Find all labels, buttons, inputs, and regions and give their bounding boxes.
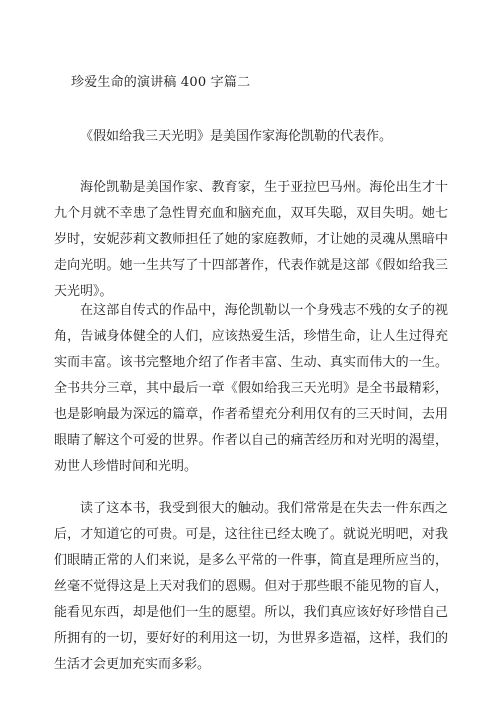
paragraph-biography: 海伦凯勒是美国作家、教育家，生于亚拉巴马州。海伦出生才十九个月就不幸患了急性胃充血和脑充血，双耳失聪，双目失明。她七岁时，安妮莎莉文教师担任了她的家庭教师，才让她的灵魂从黑暗中走向光明。她一生共写了十四部著作，代表作就是这部《假如给我三天光明》。 bbox=[54, 180, 448, 299]
paragraph-intro: 《假如给我三天光明》是美国作家海伦凯勒的代表作。 bbox=[80, 129, 393, 144]
paragraph-book-summary: 在这部自传式的作品中，海伦凯勒以一个身残志不残的女子的视角，告诫身体健全的人们，应该热爱生活，珍惜生命，让人生过得充实而丰富。该书完整地介绍了作者丰富、生动、真实而伟大的一生。全书共分三章，其中最后一章《假如给我三天光明》是全书最精彩，也是影响最为深远的篇章，作者希望充分利用仅有的三天时间，去用眼睛了解这个可爱的世界。作者以自己的痛苦经历和对光明的渴望，劝世人珍惜时间和光明。 bbox=[54, 303, 448, 474]
paragraph-reflection: 读了这本书，我受到很大的触动。我们常常是在失去一件东西之后，才知道它的可贵。可是，这往往已经太晚了。就说光明吧，对我们眼睛正常的人们来说，是多么平常的一件事，简直是理所应当的，丝毫不觉得这是上天对我们的恩赐。但对于那些眼不能见物的盲人，能看见东西，却是他们一生的愿望。所以，我们真应该好好珍惜自己所拥有的一切，要好好的利用这一切，为世界多造福，这样，我们的生活才会更加充实而多彩。 bbox=[54, 501, 448, 672]
document-title: 珍爱生命的演讲稿 400 字篇二 bbox=[71, 75, 251, 90]
